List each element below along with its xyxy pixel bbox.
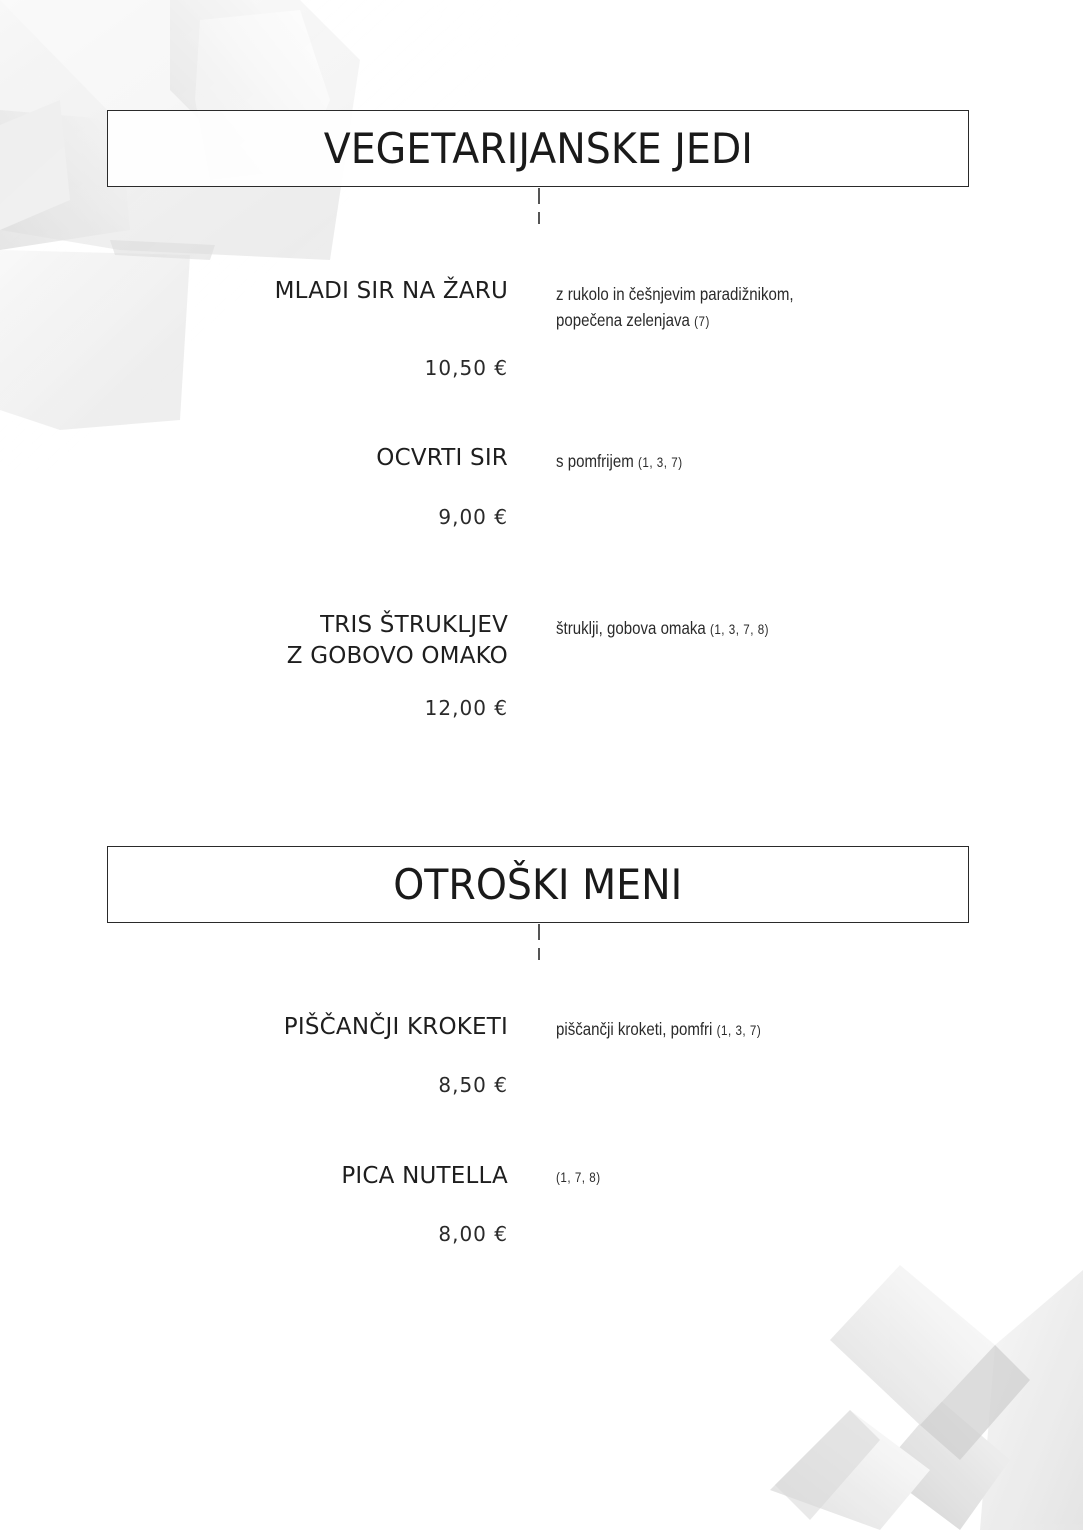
section-title: VEGETARIJANSKE JEDI [323, 124, 753, 173]
menu-item-name: PICA NUTELLA [341, 1163, 508, 1189]
menu-item-description: s pomfrijem (1, 3, 7) [556, 451, 683, 471]
menu-item-name: MLADI SIR NA ŽARU [274, 278, 508, 304]
menu-item-description [556, 1163, 601, 1191]
allergen-codes: (1, 3, 7, 8) [709, 622, 770, 637]
menu-item-name: OCVRTI SIR [376, 445, 508, 471]
section-title: OTROŠKI MENI [393, 860, 683, 909]
menu-item-price: 9,00 € [438, 505, 508, 529]
bottom-right-cubes [770, 1265, 1083, 1530]
menu-item-price: 8,50 € [438, 1073, 508, 1097]
allergen-codes: (1, 3, 7) [716, 1023, 762, 1038]
section-divider [538, 924, 540, 968]
allergen-codes: (1, 7, 8) [556, 1170, 601, 1185]
menu-item-description: piščančji kroketi, pomfri (1, 3, 7) [556, 1019, 762, 1039]
menu-item-description: štruklji, gobova omaka (1, 3, 7, 8) [556, 618, 770, 638]
menu-item-description: z rukolo in češnjevim paradižnikom, popečena zelenjava (7) [556, 284, 794, 330]
section-divider [538, 188, 540, 232]
menu-item-price: 12,00 € [424, 696, 508, 720]
section-header-kids-menu [107, 846, 969, 923]
section-header-vegetarian [107, 110, 969, 187]
top-left-cubes [0, 0, 520, 470]
menu-item-name: PIŠČANČJI KROKETI [283, 1014, 508, 1040]
allergen-codes: (1, 3, 7) [637, 455, 683, 470]
menu-item-price: 8,00 € [438, 1222, 508, 1246]
allergen-codes: (7) [694, 314, 710, 329]
menu-item-name: TRIS ŠTRUKLJEV Z GOBOVO OMAKO [286, 612, 508, 669]
menu-item-price: 10,50 € [424, 356, 508, 380]
